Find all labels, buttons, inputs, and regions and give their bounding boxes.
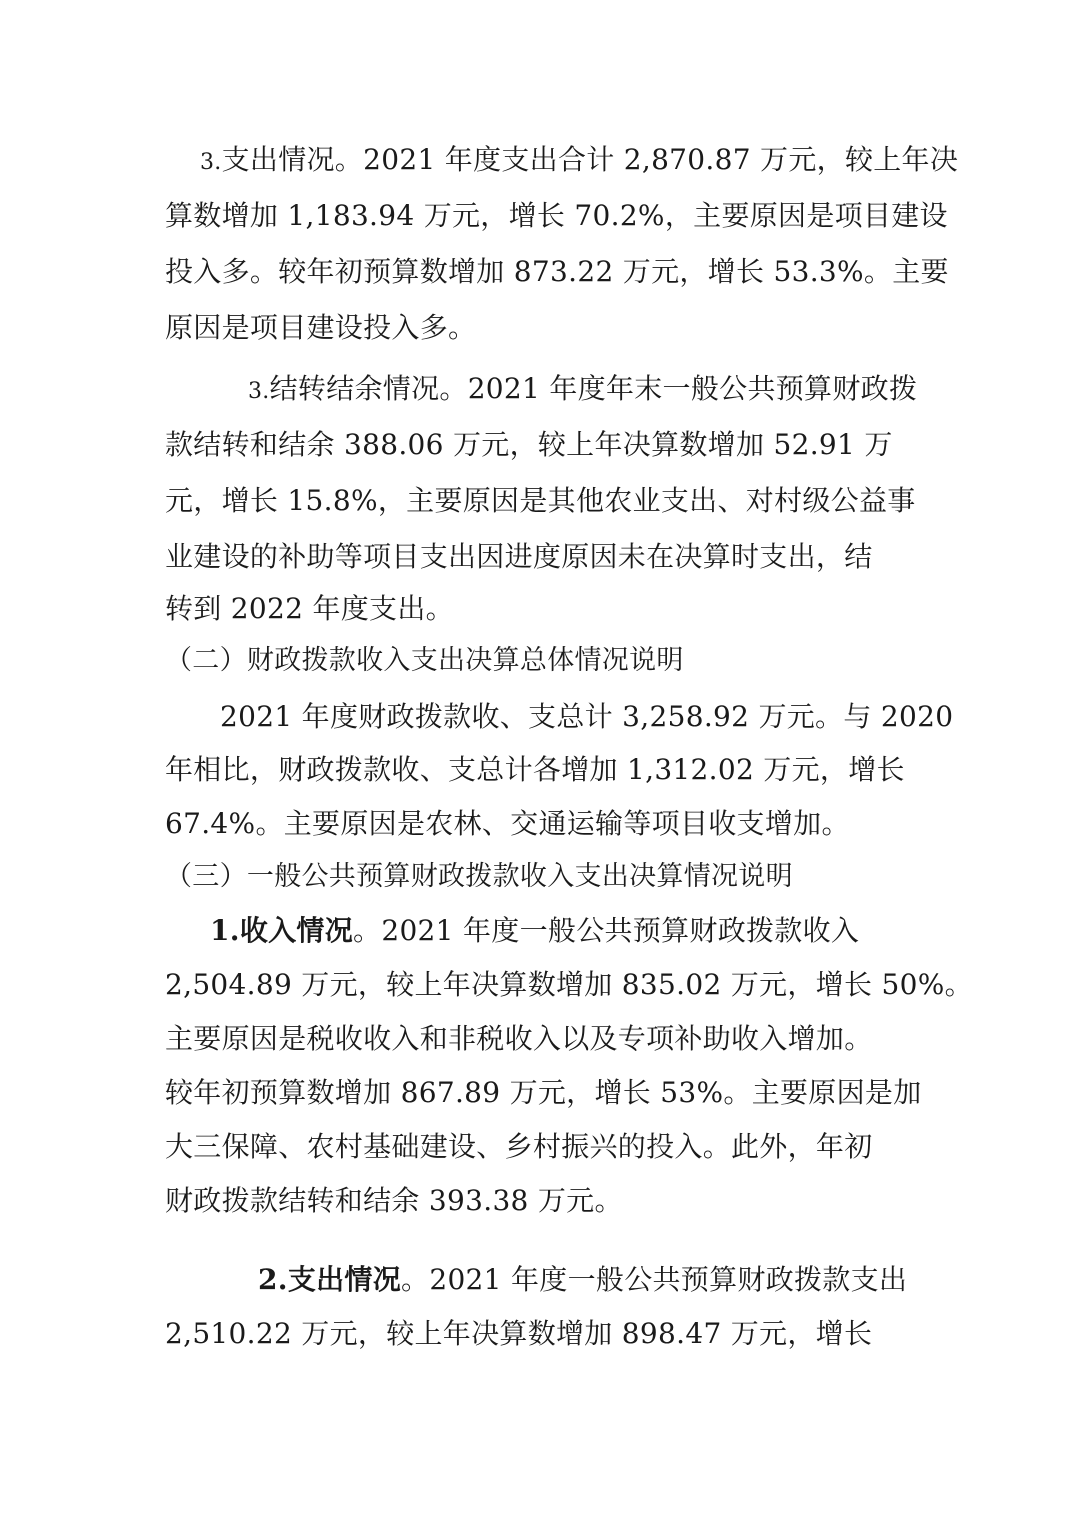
paragraph-line bbox=[210, 911, 859, 951]
paragraph-line: 2,504.89 万元，较上年决算数增加 835.02 万元，增长 50%。 bbox=[165, 968, 973, 1001]
paragraph-text: 支出情况。2021 年度支出合计 2,870.87 万元，较上年决 bbox=[221, 143, 959, 176]
paragraph-line: 主要原因是税收收入和非税收入以及专项补助收入增加。 bbox=[165, 1022, 873, 1055]
paragraph-lead: 2.支出情况 bbox=[258, 1263, 402, 1296]
paragraph-line: 原因是项目建设投入多。 bbox=[165, 311, 477, 344]
paragraph-line: 业建设的补助等项目支出因进度原因未在决算时支出，结 bbox=[165, 540, 873, 573]
section-number: 3. bbox=[248, 379, 270, 404]
section-heading: （三）一般公共预算财政拨款收入支出决算情况说明 bbox=[165, 861, 793, 892]
paragraph-line: 算数增加 1,183.94 万元，增长 70.2%，主要原因是项目建设 bbox=[165, 199, 948, 232]
paragraph-line: 2021 年度财政拨款收、支总计 3,258.92 万元。与 2020 bbox=[220, 700, 954, 733]
paragraph-line: 大三保障、农村基础建设、乡村振兴的投入。此外，年初 bbox=[165, 1130, 873, 1163]
paragraph-lead: 1.收入情况 bbox=[210, 914, 354, 947]
paragraph-text: 结转结余情况。2021 年度年末一般公共预算财政拨 bbox=[269, 372, 918, 405]
paragraph-line bbox=[200, 140, 958, 183]
paragraph-line bbox=[258, 1260, 907, 1300]
paragraph-line: 年相比，财政拨款收、支总计各增加 1,312.02 万元，增长 bbox=[165, 753, 905, 786]
paragraph-line: 元，增长 15.8%，主要原因是其他农业支出、对村级公益事 bbox=[165, 484, 916, 517]
section-number: 3. bbox=[200, 150, 222, 175]
paragraph-line bbox=[248, 369, 917, 412]
section-heading: （二）财政拨款收入支出决算总体情况说明 bbox=[165, 645, 684, 676]
paragraph-text: 。2021 年度一般公共预算财政拨款支出 bbox=[401, 1263, 908, 1296]
paragraph-line: 转到 2022 年度支出。 bbox=[165, 592, 454, 625]
paragraph-line: 2,510.22 万元，较上年决算数增加 898.47 万元，增长 bbox=[165, 1317, 873, 1350]
paragraph-line: 较年初预算数增加 867.89 万元，增长 53%。主要原因是加 bbox=[165, 1076, 922, 1109]
paragraph-line: 财政拨款结转和结余 393.38 万元。 bbox=[165, 1184, 623, 1217]
paragraph-text: 。2021 年度一般公共预算财政拨款收入 bbox=[353, 914, 860, 947]
paragraph-line: 款结转和结余 388.06 万元，较上年决算数增加 52.91 万 bbox=[165, 428, 893, 461]
paragraph-line: 67.4%。主要原因是农林、交通运输等项目收支增加。 bbox=[165, 807, 850, 840]
paragraph-line: 投入多。较年初预算数增加 873.22 万元，增长 53.3%。主要 bbox=[165, 255, 949, 288]
